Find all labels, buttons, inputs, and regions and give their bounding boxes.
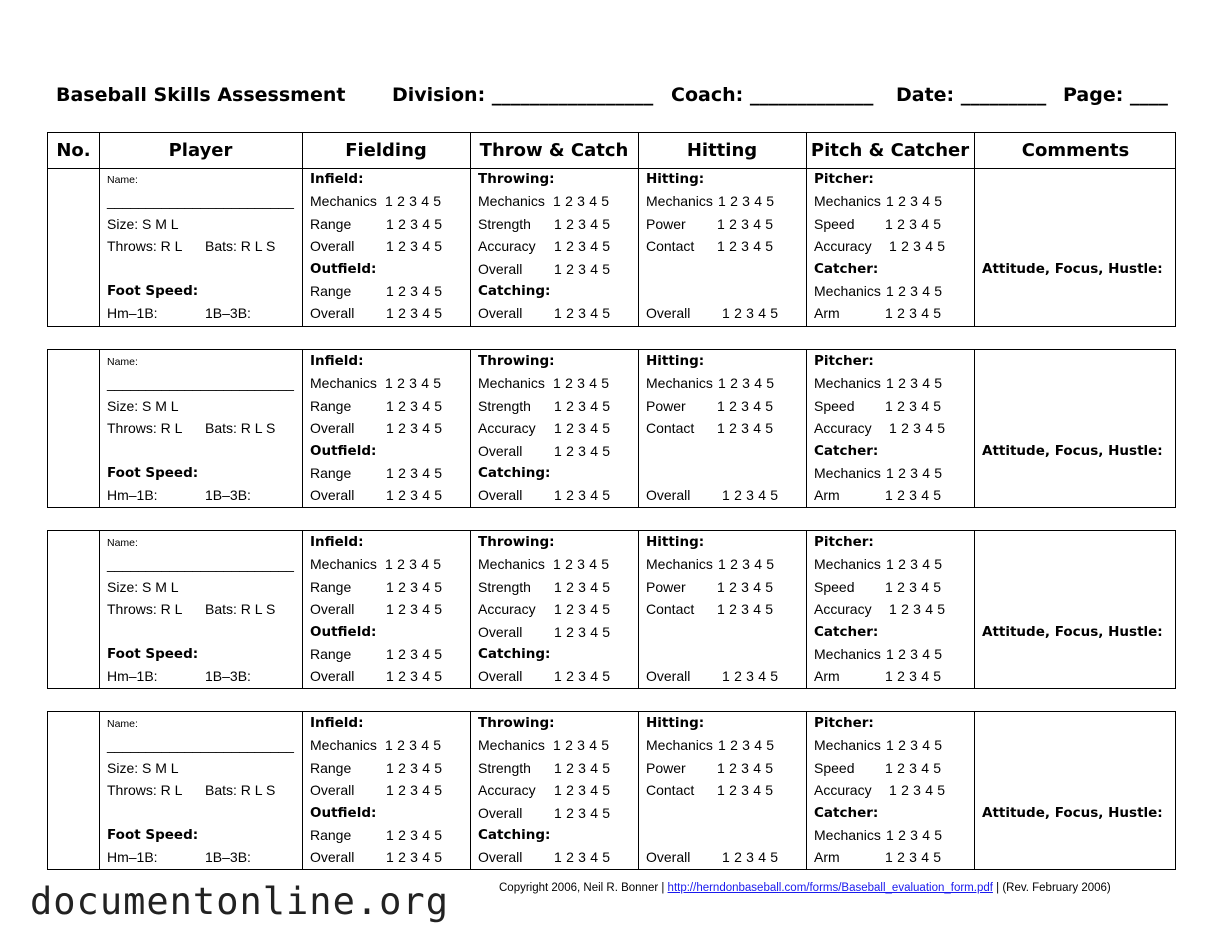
column-divider (302, 133, 303, 326)
infield-label: Infield: (310, 715, 364, 731)
outfield-label: Outfield: (310, 260, 377, 277)
catcher-label: Catcher: (814, 442, 879, 459)
catcher-mechanics-label: Mechanics (814, 283, 881, 299)
throwing-strength-scale[interactable]: 1 2 3 4 5 (554, 578, 611, 595)
catcher-mechanics-label: Mechanics (814, 827, 881, 843)
foot-speed-label: Foot Speed: (107, 465, 199, 481)
name-input-line[interactable]: ________________________ (107, 193, 294, 210)
catcher-arm-label: Arm (814, 487, 840, 504)
hitting-power-scale[interactable]: 1 2 3 4 5 (717, 759, 774, 776)
throws-options[interactable]: Throws: R L (107, 420, 183, 437)
catcher-arm-scale[interactable]: 1 2 3 4 5 (885, 668, 942, 685)
hitting-overall-scale[interactable]: 1 2 3 4 5 (722, 849, 779, 866)
outfield-overall-label: Overall (310, 668, 355, 685)
throws-options[interactable]: Throws: R L (107, 782, 183, 799)
throwing-accuracy-label: Accuracy (478, 238, 536, 255)
catcher-mechanics-scale[interactable]: 1 2 3 4 5 (886, 465, 943, 481)
pitcher-accuracy-label: Accuracy (814, 420, 872, 437)
pitcher-speed-label: Speed (814, 578, 855, 595)
hitting-mechanics-label: Mechanics (646, 193, 713, 210)
page-field[interactable]: Page: ____ (1063, 84, 1168, 106)
hitting-mechanics-scale[interactable]: 1 2 3 4 5 (718, 556, 775, 573)
outfield-label: Outfield: (310, 442, 377, 459)
outfield-label: Outfield: (310, 623, 377, 640)
throwing-accuracy-scale[interactable]: 1 2 3 4 5 (554, 782, 611, 799)
throwing-mechanics-scale[interactable]: 1 2 3 4 5 (553, 193, 610, 210)
infield-range-label: Range (310, 397, 352, 414)
player-row-3 (47, 530, 1176, 689)
pitcher-speed-label: Speed (814, 397, 855, 414)
bats-options[interactable]: Bats: R L S (205, 601, 276, 618)
throws-options[interactable]: Throws: R L (107, 238, 183, 255)
throwing-mechanics-label: Mechanics (478, 556, 545, 573)
column-divider (974, 712, 975, 869)
column-divider (99, 350, 100, 507)
column-header-row (48, 133, 1175, 169)
column-divider (974, 531, 975, 688)
watermark: documentonline.org (30, 880, 449, 923)
pitcher-accuracy-scale[interactable]: 1 2 3 4 5 (889, 601, 946, 618)
pitcher-mechanics-scale[interactable]: 1 2 3 4 5 (886, 556, 943, 573)
infield-range-scale[interactable]: 1 2 3 4 5 (386, 215, 443, 232)
pitcher-mechanics-label: Mechanics (814, 375, 881, 392)
throwing-accuracy-scale[interactable]: 1 2 3 4 5 (554, 601, 611, 618)
hitting-mechanics-label: Mechanics (646, 375, 713, 392)
hitting-overall-scale[interactable]: 1 2 3 4 5 (722, 487, 779, 504)
infield-range-scale[interactable]: 1 2 3 4 5 (386, 578, 443, 595)
name-input-line[interactable]: ________________________ (107, 375, 294, 392)
column-header: No. (56, 140, 91, 161)
column-divider (99, 712, 100, 869)
throwing-mechanics-scale[interactable]: 1 2 3 4 5 (553, 556, 610, 573)
hitting-label: Hitting: (646, 171, 705, 187)
catching-label: Catching: (478, 827, 551, 843)
column-divider (806, 712, 807, 869)
revision-text: | (Rev. February 2006) (992, 882, 1111, 894)
throws-options[interactable]: Throws: R L (107, 601, 183, 618)
infield-overall-label: Overall (310, 601, 355, 618)
throwing-strength-scale[interactable]: 1 2 3 4 5 (554, 759, 611, 776)
column-divider (99, 133, 100, 326)
pitcher-accuracy-scale[interactable]: 1 2 3 4 5 (889, 782, 946, 799)
catcher-mechanics-label: Mechanics (814, 646, 881, 662)
hitting-power-scale[interactable]: 1 2 3 4 5 (717, 578, 774, 595)
size-options[interactable]: Size: S M L (107, 215, 179, 232)
hitting-power-label: Power (646, 397, 686, 414)
column-divider (974, 133, 975, 326)
bats-options[interactable]: Bats: R L S (205, 782, 276, 799)
infield-mechanics-scale[interactable]: 1 2 3 4 5 (385, 375, 442, 392)
size-options[interactable]: Size: S M L (107, 578, 179, 595)
comments-label[interactable]: Attitude, Focus, Hustle: (982, 442, 1163, 459)
outfield-overall-scale[interactable]: 1 2 3 4 5 (386, 305, 443, 322)
pitcher-speed-scale[interactable]: 1 2 3 4 5 (885, 397, 942, 414)
pitcher-speed-scale[interactable]: 1 2 3 4 5 (885, 215, 942, 232)
outfield-range-label: Range (310, 465, 352, 481)
infield-mechanics-scale[interactable]: 1 2 3 4 5 (385, 737, 442, 754)
column-divider (806, 133, 807, 326)
pitcher-speed-scale[interactable]: 1 2 3 4 5 (885, 759, 942, 776)
pitcher-mechanics-scale[interactable]: 1 2 3 4 5 (886, 193, 943, 210)
date-field[interactable]: Date: _________ (896, 84, 1047, 106)
infield-overall-scale[interactable]: 1 2 3 4 5 (386, 420, 443, 437)
throwing-mechanics-label: Mechanics (478, 375, 545, 392)
comments-label[interactable]: Attitude, Focus, Hustle: (982, 260, 1163, 277)
catcher-label: Catcher: (814, 804, 879, 821)
throwing-overall-label: Overall (478, 804, 523, 821)
throwing-accuracy-label: Accuracy (478, 420, 536, 437)
infield-range-label: Range (310, 759, 352, 776)
hitting-contact-scale[interactable]: 1 2 3 4 5 (717, 601, 774, 618)
first-to-third-label[interactable]: 1B–3B: (205, 849, 251, 866)
infield-overall-scale[interactable]: 1 2 3 4 5 (386, 601, 443, 618)
pitcher-speed-label: Speed (814, 215, 855, 232)
home-to-first-label[interactable]: Hm–1B: (107, 849, 158, 866)
column-divider (974, 350, 975, 507)
catching-overall-label: Overall (478, 668, 523, 685)
column-header: Comments (1021, 140, 1130, 161)
throwing-accuracy-label: Accuracy (478, 782, 536, 799)
name-input-line[interactable]: ________________________ (107, 737, 294, 754)
hitting-overall-label: Overall (646, 668, 691, 685)
hitting-power-scale[interactable]: 1 2 3 4 5 (717, 397, 774, 414)
pitcher-mechanics-scale[interactable]: 1 2 3 4 5 (886, 375, 943, 392)
pitcher-label: Pitcher: (814, 353, 874, 369)
column-divider (302, 350, 303, 507)
outfield-range-scale[interactable]: 1 2 3 4 5 (386, 465, 443, 481)
infield-range-scale[interactable]: 1 2 3 4 5 (386, 759, 443, 776)
column-divider (470, 133, 471, 326)
catching-label: Catching: (478, 283, 551, 299)
column-divider (470, 531, 471, 688)
pitcher-label: Pitcher: (814, 534, 874, 550)
hitting-mechanics-label: Mechanics (646, 737, 713, 754)
coach-field[interactable]: Coach: _____________ (671, 84, 874, 106)
outfield-label: Outfield: (310, 804, 377, 821)
catching-overall-label: Overall (478, 849, 523, 866)
throwing-label: Throwing: (478, 715, 555, 731)
infield-overall-scale[interactable]: 1 2 3 4 5 (386, 238, 443, 255)
catching-overall-label: Overall (478, 305, 523, 322)
hitting-contact-label: Contact (646, 420, 695, 437)
throwing-overall-scale[interactable]: 1 2 3 4 5 (554, 623, 611, 640)
infield-label: Infield: (310, 353, 364, 369)
catching-label: Catching: (478, 646, 551, 662)
hitting-mechanics-label: Mechanics (646, 556, 713, 573)
outfield-range-label: Range (310, 646, 352, 662)
pitcher-label: Pitcher: (814, 715, 874, 731)
pitcher-accuracy-scale[interactable]: 1 2 3 4 5 (889, 420, 946, 437)
division-field[interactable]: Division: _________________ (392, 84, 654, 106)
catcher-mechanics-label: Mechanics (814, 465, 881, 481)
infield-overall-label: Overall (310, 238, 355, 255)
hitting-power-label: Power (646, 759, 686, 776)
column-divider (470, 350, 471, 507)
throwing-overall-scale[interactable]: 1 2 3 4 5 (554, 442, 611, 459)
footer (499, 882, 1111, 894)
infield-mechanics-label: Mechanics (310, 193, 377, 210)
catching-overall-label: Overall (478, 487, 523, 504)
infield-mechanics-scale[interactable]: 1 2 3 4 5 (385, 193, 442, 210)
hitting-power-scale[interactable]: 1 2 3 4 5 (717, 215, 774, 232)
home-to-first-label[interactable]: Hm–1B: (107, 487, 158, 504)
hitting-mechanics-scale[interactable]: 1 2 3 4 5 (718, 737, 775, 754)
hitting-contact-scale[interactable]: 1 2 3 4 5 (717, 782, 774, 799)
pitcher-mechanics-label: Mechanics (814, 737, 881, 754)
throwing-overall-label: Overall (478, 260, 523, 277)
infield-mechanics-scale[interactable]: 1 2 3 4 5 (385, 556, 442, 573)
name-label: Name: (107, 174, 138, 186)
pitcher-accuracy-label: Accuracy (814, 782, 872, 799)
catcher-arm-label: Arm (814, 668, 840, 685)
hitting-mechanics-scale[interactable]: 1 2 3 4 5 (718, 193, 775, 210)
hitting-overall-scale[interactable]: 1 2 3 4 5 (722, 668, 779, 685)
throwing-overall-label: Overall (478, 442, 523, 459)
player-row-1 (47, 132, 1176, 327)
column-divider (638, 531, 639, 688)
column-divider (638, 133, 639, 326)
catcher-arm-label: Arm (814, 849, 840, 866)
hitting-label: Hitting: (646, 353, 705, 369)
first-to-third-label[interactable]: 1B–3B: (205, 305, 251, 322)
catching-overall-scale[interactable]: 1 2 3 4 5 (554, 849, 611, 866)
outfield-range-label: Range (310, 827, 352, 843)
outfield-range-label: Range (310, 283, 352, 299)
column-header: Hitting (686, 140, 758, 161)
size-options[interactable]: Size: S M L (107, 397, 179, 414)
outfield-range-scale[interactable]: 1 2 3 4 5 (386, 827, 443, 843)
name-label: Name: (107, 718, 138, 730)
foot-speed-label: Foot Speed: (107, 827, 199, 843)
throwing-overall-label: Overall (478, 623, 523, 640)
first-to-third-label[interactable]: 1B–3B: (205, 668, 251, 685)
size-options[interactable]: Size: S M L (107, 759, 179, 776)
pitcher-mechanics-label: Mechanics (814, 193, 881, 210)
foot-speed-label: Foot Speed: (107, 646, 199, 662)
column-divider (99, 531, 100, 688)
infield-mechanics-label: Mechanics (310, 556, 377, 573)
hitting-overall-label: Overall (646, 487, 691, 504)
pitcher-accuracy-label: Accuracy (814, 238, 872, 255)
throwing-mechanics-label: Mechanics (478, 737, 545, 754)
pitcher-mechanics-scale[interactable]: 1 2 3 4 5 (886, 737, 943, 754)
throwing-strength-label: Strength (478, 759, 531, 776)
throwing-overall-scale[interactable]: 1 2 3 4 5 (554, 804, 611, 821)
name-input-line[interactable]: ________________________ (107, 556, 294, 573)
hitting-contact-scale[interactable]: 1 2 3 4 5 (717, 420, 774, 437)
infield-range-label: Range (310, 578, 352, 595)
throwing-strength-label: Strength (478, 578, 531, 595)
column-divider (638, 350, 639, 507)
player-row-4 (47, 711, 1176, 870)
throwing-accuracy-scale[interactable]: 1 2 3 4 5 (554, 238, 611, 255)
outfield-overall-scale[interactable]: 1 2 3 4 5 (386, 487, 443, 504)
pitcher-accuracy-label: Accuracy (814, 601, 872, 618)
name-label: Name: (107, 537, 138, 549)
bats-options[interactable]: Bats: R L S (205, 420, 276, 437)
form-title: Baseball Skills Assessment (56, 84, 346, 106)
bats-options[interactable]: Bats: R L S (205, 238, 276, 255)
column-header: Player (168, 140, 233, 161)
hitting-label: Hitting: (646, 715, 705, 731)
hitting-power-label: Power (646, 578, 686, 595)
catcher-mechanics-scale[interactable]: 1 2 3 4 5 (886, 283, 943, 299)
home-to-first-label[interactable]: Hm–1B: (107, 305, 158, 322)
throwing-accuracy-scale[interactable]: 1 2 3 4 5 (554, 420, 611, 437)
catcher-mechanics-scale[interactable]: 1 2 3 4 5 (886, 827, 943, 843)
outfield-range-scale[interactable]: 1 2 3 4 5 (386, 283, 443, 299)
outfield-range-scale[interactable]: 1 2 3 4 5 (386, 646, 443, 662)
hitting-mechanics-scale[interactable]: 1 2 3 4 5 (718, 375, 775, 392)
catching-overall-scale[interactable]: 1 2 3 4 5 (554, 668, 611, 685)
player-row-2 (47, 349, 1176, 508)
column-header: Throw & Catch (479, 140, 629, 161)
catcher-arm-scale[interactable]: 1 2 3 4 5 (885, 305, 942, 322)
throwing-overall-scale[interactable]: 1 2 3 4 5 (554, 260, 611, 277)
hitting-label: Hitting: (646, 534, 705, 550)
catcher-arm-label: Arm (814, 305, 840, 322)
catcher-label: Catcher: (814, 623, 879, 640)
infield-mechanics-label: Mechanics (310, 737, 377, 754)
first-to-third-label[interactable]: 1B–3B: (205, 487, 251, 504)
comments-label[interactable]: Attitude, Focus, Hustle: (982, 804, 1163, 821)
outfield-overall-scale[interactable]: 1 2 3 4 5 (386, 849, 443, 866)
throwing-label: Throwing: (478, 353, 555, 369)
column-divider (638, 712, 639, 869)
comments-label[interactable]: Attitude, Focus, Hustle: (982, 623, 1163, 640)
column-divider (302, 531, 303, 688)
infield-range-scale[interactable]: 1 2 3 4 5 (386, 397, 443, 414)
form-link[interactable]: http://herndonbaseball.com/forms/Baseball_evaluation_form.pdf (667, 882, 993, 894)
column-header: Pitch & Catcher (810, 140, 970, 161)
hitting-power-label: Power (646, 215, 686, 232)
catcher-label: Catcher: (814, 260, 879, 277)
throwing-label: Throwing: (478, 171, 555, 187)
outfield-overall-label: Overall (310, 849, 355, 866)
infield-range-label: Range (310, 215, 352, 232)
catcher-arm-scale[interactable]: 1 2 3 4 5 (885, 849, 942, 866)
throwing-accuracy-label: Accuracy (478, 601, 536, 618)
throwing-mechanics-scale[interactable]: 1 2 3 4 5 (553, 737, 610, 754)
throwing-mechanics-label: Mechanics (478, 193, 545, 210)
hitting-contact-label: Contact (646, 601, 695, 618)
pitcher-speed-label: Speed (814, 759, 855, 776)
foot-speed-label: Foot Speed: (107, 283, 199, 299)
column-divider (470, 712, 471, 869)
hitting-contact-label: Contact (646, 782, 695, 799)
column-divider (302, 712, 303, 869)
outfield-overall-label: Overall (310, 487, 355, 504)
hitting-overall-label: Overall (646, 305, 691, 322)
hitting-contact-scale[interactable]: 1 2 3 4 5 (717, 238, 774, 255)
throwing-strength-scale[interactable]: 1 2 3 4 5 (554, 215, 611, 232)
infield-overall-label: Overall (310, 782, 355, 799)
column-header: Fielding (345, 140, 427, 161)
pitcher-label: Pitcher: (814, 171, 874, 187)
infield-overall-label: Overall (310, 420, 355, 437)
throwing-strength-label: Strength (478, 397, 531, 414)
throwing-strength-scale[interactable]: 1 2 3 4 5 (554, 397, 611, 414)
name-label: Name: (107, 356, 138, 368)
throwing-mechanics-scale[interactable]: 1 2 3 4 5 (553, 375, 610, 392)
pitcher-accuracy-scale[interactable]: 1 2 3 4 5 (889, 238, 946, 255)
infield-overall-scale[interactable]: 1 2 3 4 5 (386, 782, 443, 799)
catching-label: Catching: (478, 465, 551, 481)
infield-label: Infield: (310, 171, 364, 187)
hitting-overall-scale[interactable]: 1 2 3 4 5 (722, 305, 779, 322)
pitcher-mechanics-label: Mechanics (814, 556, 881, 573)
outfield-overall-label: Overall (310, 305, 355, 322)
column-divider (806, 350, 807, 507)
outfield-overall-scale[interactable]: 1 2 3 4 5 (386, 668, 443, 685)
infield-label: Infield: (310, 534, 364, 550)
catcher-mechanics-scale[interactable]: 1 2 3 4 5 (886, 646, 943, 662)
pitcher-speed-scale[interactable]: 1 2 3 4 5 (885, 578, 942, 595)
throwing-label: Throwing: (478, 534, 555, 550)
catching-overall-scale[interactable]: 1 2 3 4 5 (554, 487, 611, 504)
throwing-strength-label: Strength (478, 215, 531, 232)
hitting-contact-label: Contact (646, 238, 695, 255)
home-to-first-label[interactable]: Hm–1B: (107, 668, 158, 685)
hitting-overall-label: Overall (646, 849, 691, 866)
column-divider (806, 531, 807, 688)
catching-overall-scale[interactable]: 1 2 3 4 5 (554, 305, 611, 322)
catcher-arm-scale[interactable]: 1 2 3 4 5 (885, 487, 942, 504)
infield-mechanics-label: Mechanics (310, 375, 377, 392)
copyright-text: Copyright 2006, Neil R. Bonner | (499, 882, 668, 894)
